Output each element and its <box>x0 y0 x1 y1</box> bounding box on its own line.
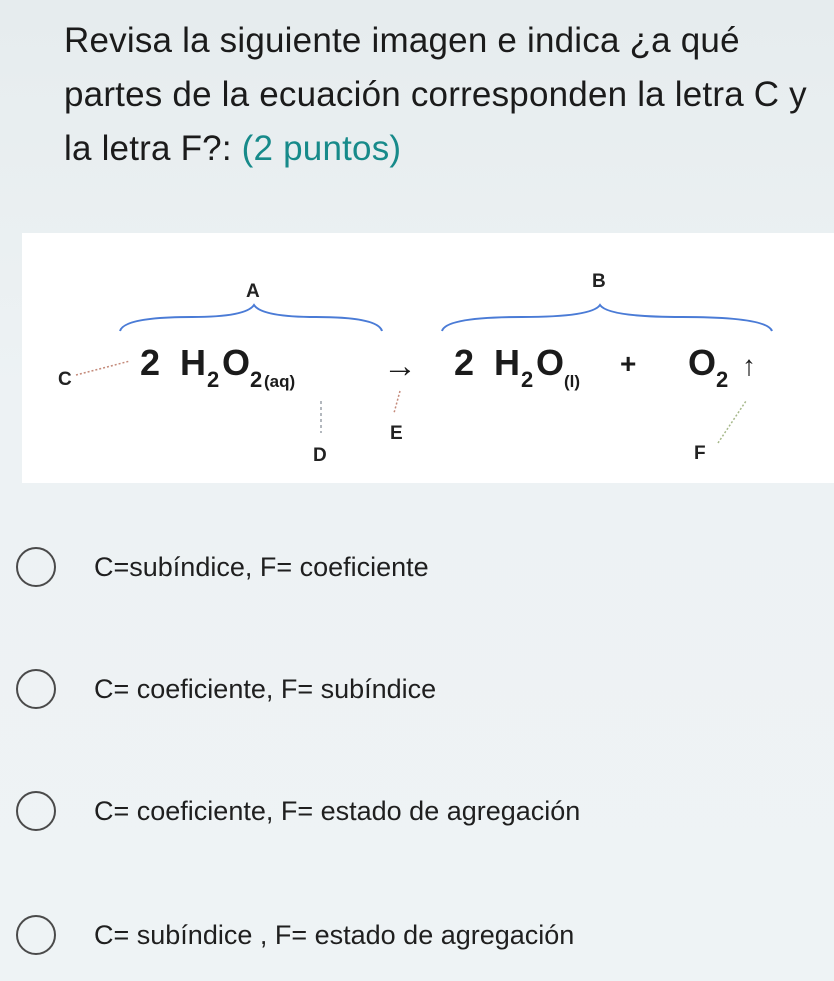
gas-arrow: ↑ <box>742 350 756 381</box>
option-3[interactable] <box>16 789 816 833</box>
reactant-h: H <box>180 342 206 383</box>
label-e: E <box>390 423 403 444</box>
option-4[interactable] <box>16 913 816 957</box>
brace-a <box>120 305 382 331</box>
label-b: B <box>592 271 606 292</box>
reaction-arrow: → <box>383 347 417 385</box>
equation-diagram <box>22 233 834 483</box>
pointer-e <box>394 391 400 413</box>
label-a: A <box>246 281 260 302</box>
pointer-f <box>718 401 746 443</box>
option-label: C= coeficiente, F= estado de agregación <box>94 795 581 826</box>
product2-o-sub: 2 <box>716 367 729 392</box>
radio-button[interactable] <box>16 915 56 955</box>
product2-o: O <box>688 342 717 383</box>
radio-button[interactable] <box>16 791 56 831</box>
label-d: D <box>313 445 327 466</box>
question-points: (2 puntos) <box>241 129 402 168</box>
option-label: C=subíndice, F= coeficiente <box>94 551 429 582</box>
radio-button[interactable] <box>16 669 56 709</box>
option-label: C= coeficiente, F= subíndice <box>94 673 437 704</box>
option-2[interactable] <box>16 667 816 711</box>
product1-h: H <box>494 342 520 383</box>
equation-figure <box>22 233 834 483</box>
product1-o: O <box>536 342 565 383</box>
brace-b <box>442 305 772 331</box>
reactant-o: O <box>222 342 251 383</box>
question-body: Revisa la siguiente imagen e indica ¿a qué partes de la ecuación corresponden la letra C y la letra F?: <box>64 21 807 168</box>
reactant-state: (aq) <box>264 372 296 391</box>
product1-coef: 2 <box>454 342 475 383</box>
option-label: C= subíndice , F= estado de agregación <box>94 919 575 950</box>
pointer-c <box>76 361 130 375</box>
reactant-o-sub: 2 <box>250 367 263 392</box>
question-text <box>64 14 824 176</box>
label-c: C <box>58 369 72 390</box>
radio-button[interactable] <box>16 547 56 587</box>
reactant-h-sub: 2 <box>207 367 220 392</box>
label-f: F <box>694 443 706 464</box>
option-1[interactable] <box>16 545 816 589</box>
reactant-coef: 2 <box>140 342 161 383</box>
plus-sign: + <box>620 348 637 379</box>
product1-h-sub: 2 <box>521 367 534 392</box>
product1-state: (l) <box>564 372 581 391</box>
